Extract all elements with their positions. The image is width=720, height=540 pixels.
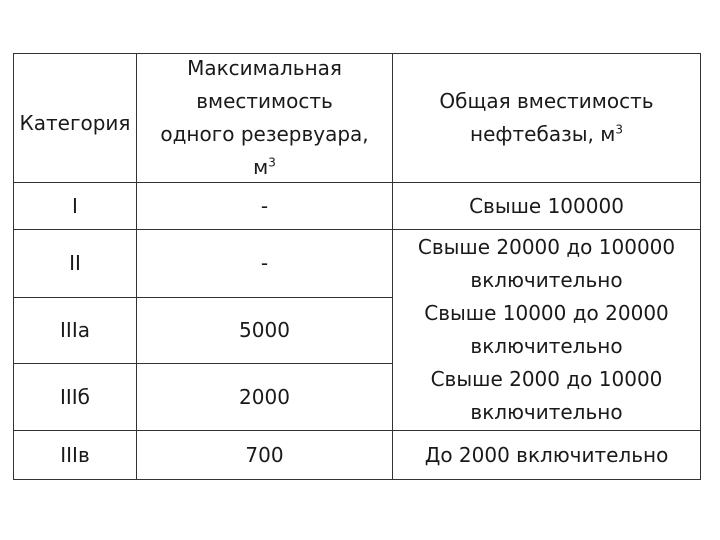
header-total-capacity-text [423, 85, 670, 151]
header-total-capacity [393, 54, 700, 183]
row-1-category-label: I [72, 193, 78, 218]
row-2-category-label: II [69, 251, 81, 275]
header-category [14, 54, 137, 183]
row-4-max-capacity-label: 2000 [239, 384, 290, 409]
row-1-total-capacity-label: Свыше 100000 [469, 193, 624, 218]
capacity-table [13, 53, 701, 480]
row-4-category-label: IIIб [59, 384, 91, 409]
row-2-max-capacity-label: - [260, 251, 269, 275]
row-5-category [14, 431, 137, 479]
row-1-total-capacity [393, 183, 700, 230]
rows-2-4-total-capacity [393, 230, 700, 431]
row-5-category-label: IIIв [60, 442, 90, 467]
row-3-max-capacity [137, 298, 393, 364]
header-max-capacity-text [157, 52, 372, 184]
row-3-category [14, 298, 137, 364]
row-3-max-capacity-label: 5000 [239, 318, 290, 342]
row-1-max-capacity-label: - [260, 193, 269, 218]
header-total-capacity-sup: 3 [615, 122, 623, 137]
row-3-category-label: IIIа [60, 318, 90, 342]
row-2-max-capacity [137, 230, 393, 298]
row-3-total-capacity-label: Свыше 10000 до 20000 включительно [424, 301, 669, 358]
row-5-max-capacity-label: 700 [245, 442, 284, 467]
row-5-total-capacity-label: До 2000 включительно [424, 442, 669, 467]
header-max-capacity [137, 54, 393, 183]
row-1-max-capacity [137, 183, 393, 230]
row-5-total-capacity [393, 431, 700, 479]
header-max-capacity-sup: 3 [268, 155, 276, 170]
row-5-max-capacity [137, 431, 393, 479]
row-1-category [14, 183, 137, 230]
row-2-category [14, 230, 137, 298]
header-category-label: Категория [19, 110, 131, 135]
row-4-max-capacity [137, 364, 393, 431]
row-4-category [14, 364, 137, 431]
header-total-capacity-label: Общая вместимость нефтебазы, м [439, 89, 654, 146]
header-max-capacity-label: Максимальная вместимость одного резервуара, м [160, 56, 369, 179]
row-2-total-capacity-label: Свыше 20000 до 100000 включительно [417, 235, 676, 292]
row-4-total-capacity-label: Свыше 2000 до 10000 включительно [430, 367, 663, 424]
